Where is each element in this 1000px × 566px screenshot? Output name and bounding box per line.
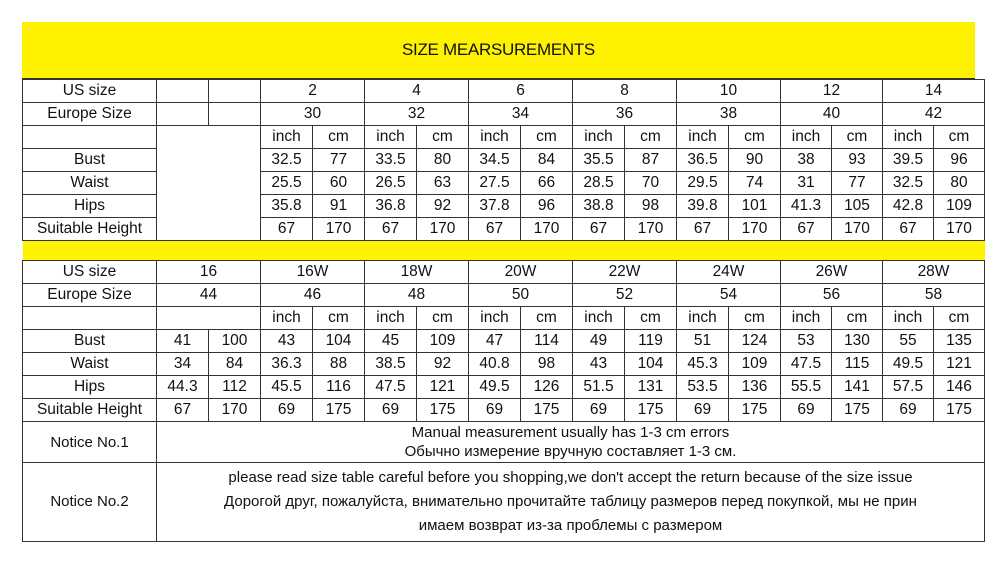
bust-value: 109 [417,330,469,353]
hips-value: 38.8 [573,195,625,218]
europe-size-row-1 [23,103,985,126]
waist-value: 66 [521,172,573,195]
height-value: 67 [365,218,417,241]
blank-cell [23,307,157,330]
height-value: 67 [883,218,934,241]
unit-cm: cm [313,126,365,149]
height-value: 170 [209,399,261,422]
unit-inch: inch [573,307,625,330]
hips-value: 96 [521,195,573,218]
bust-value: 77 [313,149,365,172]
unit-cm: cm [417,307,469,330]
hips-value: 42.8 [883,195,934,218]
height-value: 69 [365,399,417,422]
hips-value: 51.5 [573,376,625,399]
europe-size-cell: 50 [469,284,573,307]
europe-size-label: Europe Size [23,103,157,126]
notice-line: имаем возврат из-за проблемы с размером [418,517,723,534]
unit-inch: inch [781,126,832,149]
bust-value: 45 [365,330,417,353]
hips-value: 47.5 [365,376,417,399]
us-size-cell: 14 [883,80,985,103]
hips-value: 112 [209,376,261,399]
hips-value: 109 [934,195,985,218]
waist-value: 47.5 [781,353,832,376]
hips-value: 116 [313,376,365,399]
bust-value: 43 [261,330,313,353]
europe-size-cell: 58 [883,284,985,307]
height-value: 175 [521,399,573,422]
bust-row-2 [23,330,985,353]
chart-title: SIZE MEARSUREMENTS [22,22,975,79]
waist-value: 115 [832,353,883,376]
unit-cm: cm [625,307,677,330]
notice-line: Дорогой друг, пожалуйста, внимательно прочитайте таблицу размеров перед покупкой, мы не прин [224,493,917,510]
europe-size-cell: 46 [261,284,365,307]
height-value: 175 [417,399,469,422]
bust-value: 80 [417,149,469,172]
unit-cm: cm [313,307,365,330]
hips-value: 39.8 [677,195,729,218]
bust-value: 104 [313,330,365,353]
europe-size-cell: 38 [677,103,781,126]
blank-merged-cell [157,126,261,241]
height-value: 170 [934,218,985,241]
us-size-cell: 8 [573,80,677,103]
waist-label: Waist [23,172,157,195]
notice-2-text [157,463,985,542]
notice-line: please read size table careful before you shopping,we don't accept the return because of the size issue [228,469,913,486]
waist-value: 36.3 [261,353,313,376]
size-chart [22,22,975,542]
us-size-cell: 20W [469,261,573,284]
unit-inch: inch [677,307,729,330]
hips-value: 101 [729,195,781,218]
waist-value: 26.5 [365,172,417,195]
us-size-cell: 26W [781,261,883,284]
us-size-cell: 12 [781,80,883,103]
hips-value: 36.8 [365,195,417,218]
unit-inch: inch [261,307,313,330]
unit-inch: inch [469,126,521,149]
height-value: 67 [469,218,521,241]
height-value: 69 [573,399,625,422]
europe-size-cell: 40 [781,103,883,126]
bust-value: 41 [157,330,209,353]
hips-value: 141 [832,376,883,399]
waist-value: 70 [625,172,677,195]
units-row-2 [23,307,985,330]
bust-value: 47 [469,330,521,353]
height-value: 69 [469,399,521,422]
bust-value: 33.5 [365,149,417,172]
waist-value: 29.5 [677,172,729,195]
size-table [22,79,985,542]
height-value: 175 [625,399,677,422]
waist-value: 40.8 [469,353,521,376]
height-value: 67 [677,218,729,241]
waist-value: 121 [934,353,985,376]
height-value: 67 [157,399,209,422]
us-size-row-1 [23,80,985,103]
us-size-cell: 2 [261,80,365,103]
notice-2-row [23,463,985,542]
waist-value: 80 [934,172,985,195]
height-value: 175 [832,399,883,422]
europe-size-cell: 34 [469,103,573,126]
separator-bar [23,241,985,261]
us-size-label: US size [23,80,157,103]
height-value: 69 [781,399,832,422]
bust-value: 32.5 [261,149,313,172]
waist-value: 63 [417,172,469,195]
blank-cell [23,126,157,149]
hips-value: 136 [729,376,781,399]
bust-value: 87 [625,149,677,172]
height-value: 175 [313,399,365,422]
bust-value: 135 [934,330,985,353]
us-size-cell: 4 [365,80,469,103]
hips-value: 35.8 [261,195,313,218]
us-size-cell: 16W [261,261,365,284]
unit-cm: cm [729,126,781,149]
bust-value: 124 [729,330,781,353]
hips-row-2 [23,376,985,399]
hips-value: 53.5 [677,376,729,399]
unit-cm: cm [417,126,469,149]
us-size-cell: 6 [469,80,573,103]
us-size-cell: 22W [573,261,677,284]
waist-value: 88 [313,353,365,376]
bust-value: 35.5 [573,149,625,172]
hips-value: 55.5 [781,376,832,399]
notice-1-row [23,422,985,463]
unit-cm: cm [832,126,883,149]
us-size-label: US size [23,261,157,284]
waist-value: 25.5 [261,172,313,195]
europe-size-cell: 54 [677,284,781,307]
height-value: 67 [261,218,313,241]
hips-value: 105 [832,195,883,218]
unit-inch: inch [781,307,832,330]
us-size-cell: 28W [883,261,985,284]
waist-row-2 [23,353,985,376]
height-value: 170 [832,218,883,241]
height-value: 67 [573,218,625,241]
waist-value: 34 [157,353,209,376]
height-value: 170 [417,218,469,241]
height-value: 170 [625,218,677,241]
hips-label: Hips [23,195,157,218]
bust-value: 55 [883,330,934,353]
waist-value: 27.5 [469,172,521,195]
bust-value: 114 [521,330,573,353]
height-label: Suitable Height [23,399,157,422]
bust-label: Bust [23,330,157,353]
notice-line: Manual measurement usually has 1-3 cm errors [411,424,730,441]
height-value: 69 [677,399,729,422]
bust-value: 84 [521,149,573,172]
bust-value: 49 [573,330,625,353]
unit-inch: inch [365,126,417,149]
blank-cell [209,80,261,103]
blank-cell [157,307,261,330]
waist-value: 31 [781,172,832,195]
waist-label: Waist [23,353,157,376]
hips-value: 44.3 [157,376,209,399]
waist-value: 92 [417,353,469,376]
hips-value: 37.8 [469,195,521,218]
unit-inch: inch [573,126,625,149]
bust-value: 39.5 [883,149,934,172]
height-label: Suitable Height [23,218,157,241]
waist-value: 104 [625,353,677,376]
europe-size-cell: 44 [157,284,261,307]
hips-value: 92 [417,195,469,218]
hips-value: 57.5 [883,376,934,399]
us-size-cell: 16 [157,261,261,284]
us-size-cell: 24W [677,261,781,284]
hips-value: 146 [934,376,985,399]
bust-value: 130 [832,330,883,353]
unit-inch: inch [883,126,934,149]
europe-size-cell: 52 [573,284,677,307]
notice-1-text [157,422,985,463]
hips-value: 49.5 [469,376,521,399]
unit-cm: cm [729,307,781,330]
blank-cell [209,103,261,126]
europe-size-cell: 56 [781,284,883,307]
hips-value: 126 [521,376,573,399]
unit-inch: inch [677,126,729,149]
europe-size-cell: 42 [883,103,985,126]
notice-1-label: Notice No.1 [23,422,157,463]
unit-cm: cm [934,126,985,149]
hips-value: 131 [625,376,677,399]
bust-value: 38 [781,149,832,172]
unit-cm: cm [832,307,883,330]
hips-label: Hips [23,376,157,399]
notice-2-label: Notice No.2 [23,463,157,542]
europe-size-cell: 30 [261,103,365,126]
europe-size-row-2 [23,284,985,307]
hips-value: 41.3 [781,195,832,218]
waist-value: 45.3 [677,353,729,376]
waist-value: 32.5 [883,172,934,195]
bust-value: 53 [781,330,832,353]
bust-value: 119 [625,330,677,353]
waist-value: 60 [313,172,365,195]
unit-inch: inch [469,307,521,330]
height-value: 170 [729,218,781,241]
waist-value: 84 [209,353,261,376]
height-value: 175 [729,399,781,422]
bust-value: 51 [677,330,729,353]
height-value: 69 [883,399,934,422]
unit-cm: cm [934,307,985,330]
bust-label: Bust [23,149,157,172]
waist-value: 38.5 [365,353,417,376]
waist-value: 98 [521,353,573,376]
waist-value: 74 [729,172,781,195]
unit-inch: inch [365,307,417,330]
height-value: 170 [521,218,573,241]
unit-cm: cm [521,126,573,149]
unit-inch: inch [261,126,313,149]
us-size-row-2 [23,261,985,284]
us-size-cell: 18W [365,261,469,284]
hips-value: 121 [417,376,469,399]
hips-value: 91 [313,195,365,218]
waist-value: 77 [832,172,883,195]
waist-value: 109 [729,353,781,376]
height-value: 69 [261,399,313,422]
height-row-2 [23,399,985,422]
height-value: 67 [781,218,832,241]
blank-cell [157,80,209,103]
bust-value: 90 [729,149,781,172]
hips-value: 98 [625,195,677,218]
waist-value: 28.5 [573,172,625,195]
europe-size-cell: 48 [365,284,469,307]
unit-cm: cm [625,126,677,149]
us-size-cell: 10 [677,80,781,103]
bust-value: 93 [832,149,883,172]
europe-size-cell: 36 [573,103,677,126]
yellow-separator [23,241,985,261]
height-value: 175 [934,399,985,422]
europe-size-cell: 32 [365,103,469,126]
blank-cell [157,103,209,126]
bust-value: 36.5 [677,149,729,172]
unit-inch: inch [883,307,934,330]
waist-value: 43 [573,353,625,376]
hips-value: 45.5 [261,376,313,399]
bust-value: 100 [209,330,261,353]
notice-line: Обычно измерение вручную составляет 1-3 см. [404,443,737,460]
height-value: 170 [313,218,365,241]
europe-size-label: Europe Size [23,284,157,307]
bust-value: 96 [934,149,985,172]
unit-cm: cm [521,307,573,330]
units-row-1 [23,126,985,149]
waist-value: 49.5 [883,353,934,376]
bust-value: 34.5 [469,149,521,172]
